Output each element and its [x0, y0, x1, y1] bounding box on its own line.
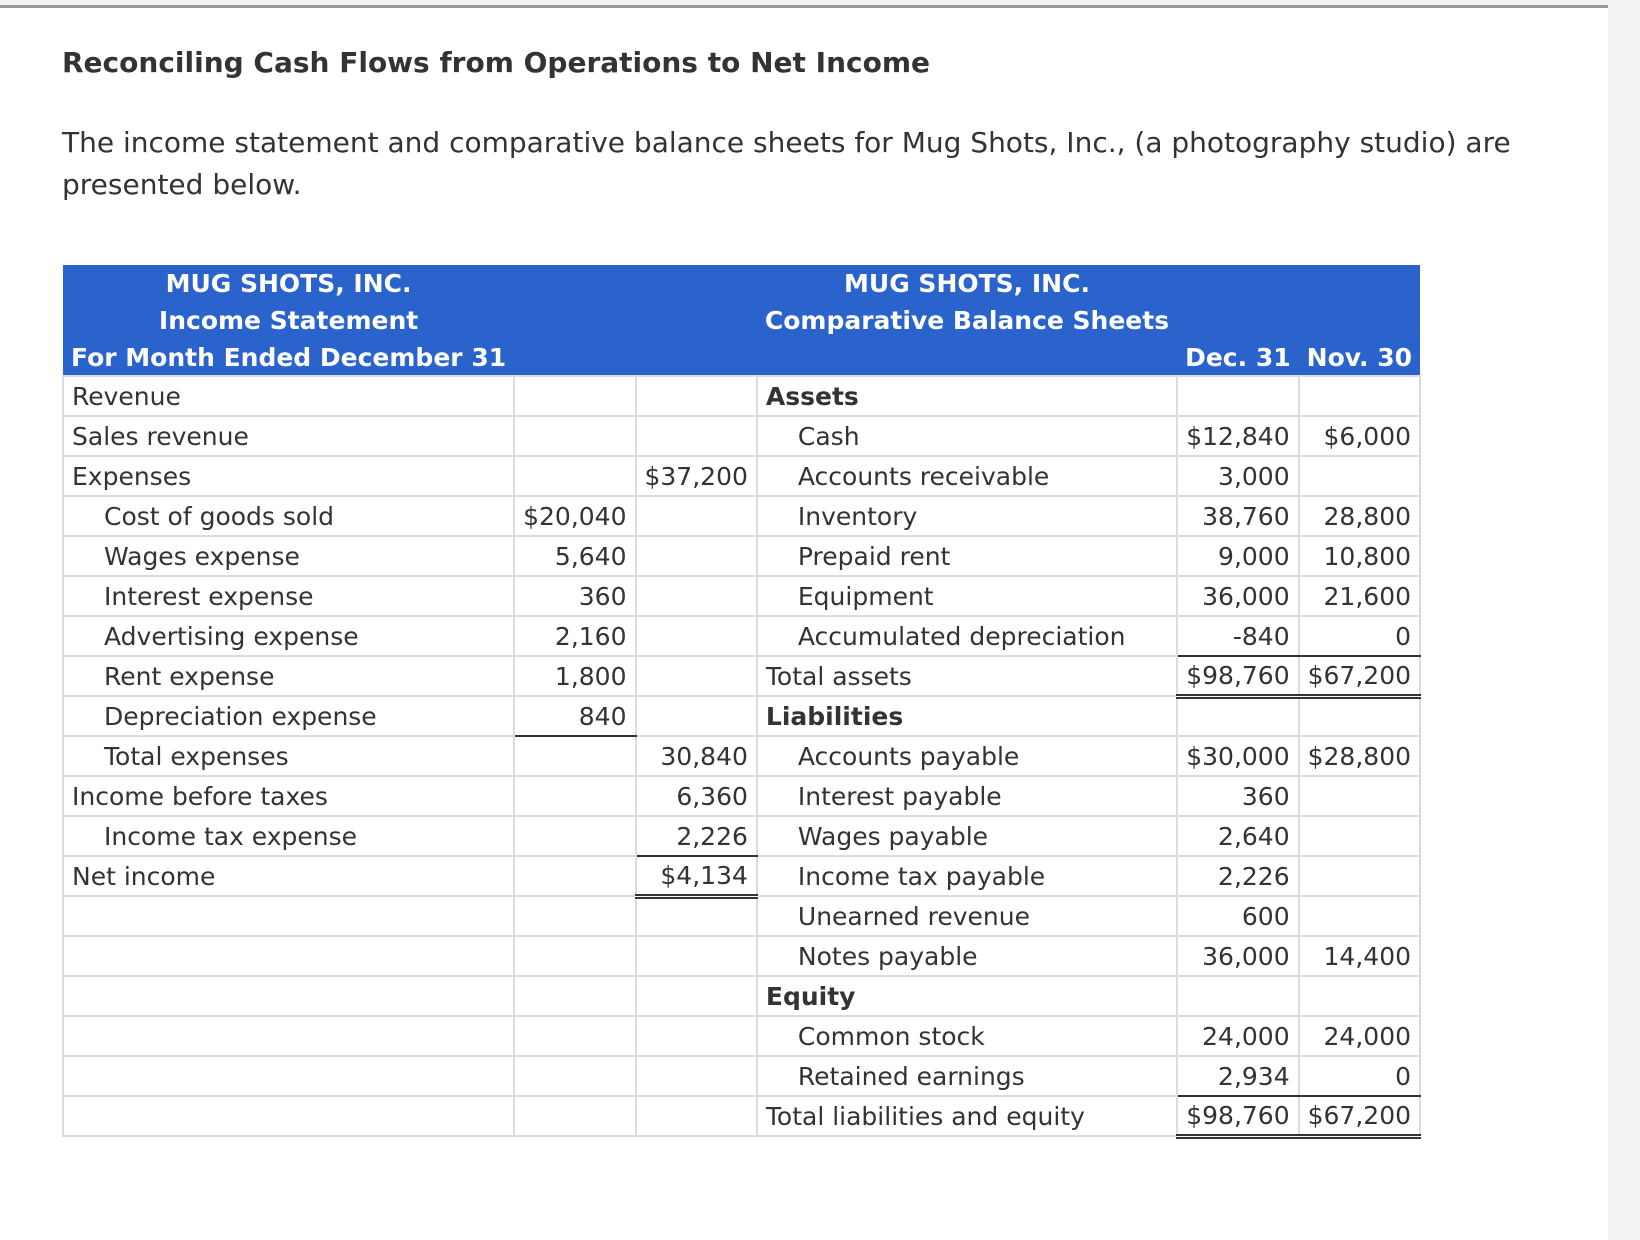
- table-row: Unearned revenue 600: [63, 896, 1420, 936]
- bs-label: Wages payable: [757, 816, 1177, 856]
- bs-label: Total assets: [757, 656, 1177, 696]
- table-row: Wages expense 5,640 Prepaid rent 9,000 10,800: [63, 536, 1420, 576]
- table-row: Advertising expense 2,160 Accumulated depreciation -840 0: [63, 616, 1420, 656]
- bs-name: Comparative Balance Sheets: [757, 302, 1177, 339]
- table-row: Net income $4,134 Income tax payable 2,226: [63, 856, 1420, 896]
- header-row-name: [63, 302, 1420, 339]
- is-label: Income before taxes: [63, 776, 514, 816]
- header-row-period: [63, 339, 1420, 376]
- bs-label: Prepaid rent: [757, 536, 1177, 576]
- total-assets-dec: $98,760: [1177, 656, 1299, 696]
- bs-company: MUG SHOTS, INC.: [757, 265, 1177, 302]
- is-label: Cost of goods sold: [63, 496, 514, 536]
- bs-label: Common stock: [757, 1016, 1177, 1056]
- table-row: [63, 976, 1420, 1016]
- financial-statements-table: [62, 265, 1421, 1139]
- table-row: [63, 1096, 1420, 1136]
- total-le-dec: $98,760: [1177, 1096, 1299, 1136]
- table-row: [63, 376, 1420, 416]
- is-label: Interest expense: [63, 576, 514, 616]
- bs-section-liabilities: Liabilities: [757, 696, 1177, 736]
- bs-label: Equipment: [757, 576, 1177, 616]
- is-label: Revenue: [63, 376, 514, 416]
- bs-label: Interest payable: [757, 776, 1177, 816]
- table-row: Interest expense 360 Equipment 36,000 21,600: [63, 576, 1420, 616]
- is-company: MUG SHOTS, INC.: [63, 265, 514, 302]
- table-row: Notes payable 36,000 14,400: [63, 936, 1420, 976]
- table-row: Retained earnings 2,934 0: [63, 1056, 1420, 1096]
- bs-label: Inventory: [757, 496, 1177, 536]
- bs-label: Total liabilities and equity: [757, 1096, 1177, 1136]
- table-row: Income tax expense 2,226 Wages payable 2,640: [63, 816, 1420, 856]
- is-label: Expenses: [63, 456, 514, 496]
- bs-section-assets: Assets: [757, 376, 1177, 416]
- table-row: Income before taxes 6,360 Interest payable 360: [63, 776, 1420, 816]
- bs-label: Accumulated depreciation: [757, 616, 1177, 656]
- bs-col-nov: Nov. 30: [1299, 339, 1420, 376]
- table-row: Expenses $37,200 Accounts receivable 3,000: [63, 456, 1420, 496]
- intro-text: The income statement and comparative balance sheets for Mug Shots, Inc., (a photography studio) are presented below.: [62, 126, 1511, 201]
- header-row-company: [63, 265, 1420, 302]
- bs-label: Unearned revenue: [757, 896, 1177, 936]
- bs-label: Accounts receivable: [757, 456, 1177, 496]
- total-le-nov: $67,200: [1299, 1096, 1420, 1136]
- is-label: Depreciation expense: [63, 696, 514, 736]
- table-row: Sales revenue Cash $12,840 $6,000: [63, 416, 1420, 456]
- is-label: Rent expense: [63, 656, 514, 696]
- net-income-value: $4,134: [636, 856, 757, 896]
- is-label: Wages expense: [63, 536, 514, 576]
- table-row: Cost of goods sold $20,040 Inventory 38,760 28,800: [63, 496, 1420, 536]
- table-row: Total expenses 30,840 Accounts payable $30,000 $28,800: [63, 736, 1420, 776]
- bs-col-dec: Dec. 31: [1177, 339, 1299, 376]
- problem-card: [0, 5, 1608, 1240]
- bs-label: Cash: [757, 416, 1177, 456]
- table-row: Common stock 24,000 24,000: [63, 1016, 1420, 1056]
- is-label: Advertising expense: [63, 616, 514, 656]
- is-period: For Month Ended December 31: [63, 339, 514, 376]
- is-label: Net income: [63, 856, 514, 896]
- is-label: Sales revenue: [63, 416, 514, 456]
- is-label: Total expenses: [63, 736, 514, 776]
- is-name: Income Statement: [63, 302, 514, 339]
- bs-label: Accounts payable: [757, 736, 1177, 776]
- is-label: Income tax expense: [63, 816, 514, 856]
- bs-section-equity: Equity: [757, 976, 1177, 1016]
- table-row: Depreciation expense 840 Liabilities: [63, 696, 1420, 736]
- page-title: Reconciling Cash Flows from Operations to Net Income: [62, 46, 930, 79]
- table-row: Rent expense 1,800 Total assets $98,760 $67,200: [63, 656, 1420, 696]
- bs-label: Notes payable: [757, 936, 1177, 976]
- bs-label: Income tax payable: [757, 856, 1177, 896]
- bs-label: Retained earnings: [757, 1056, 1177, 1096]
- total-assets-nov: $67,200: [1299, 656, 1420, 696]
